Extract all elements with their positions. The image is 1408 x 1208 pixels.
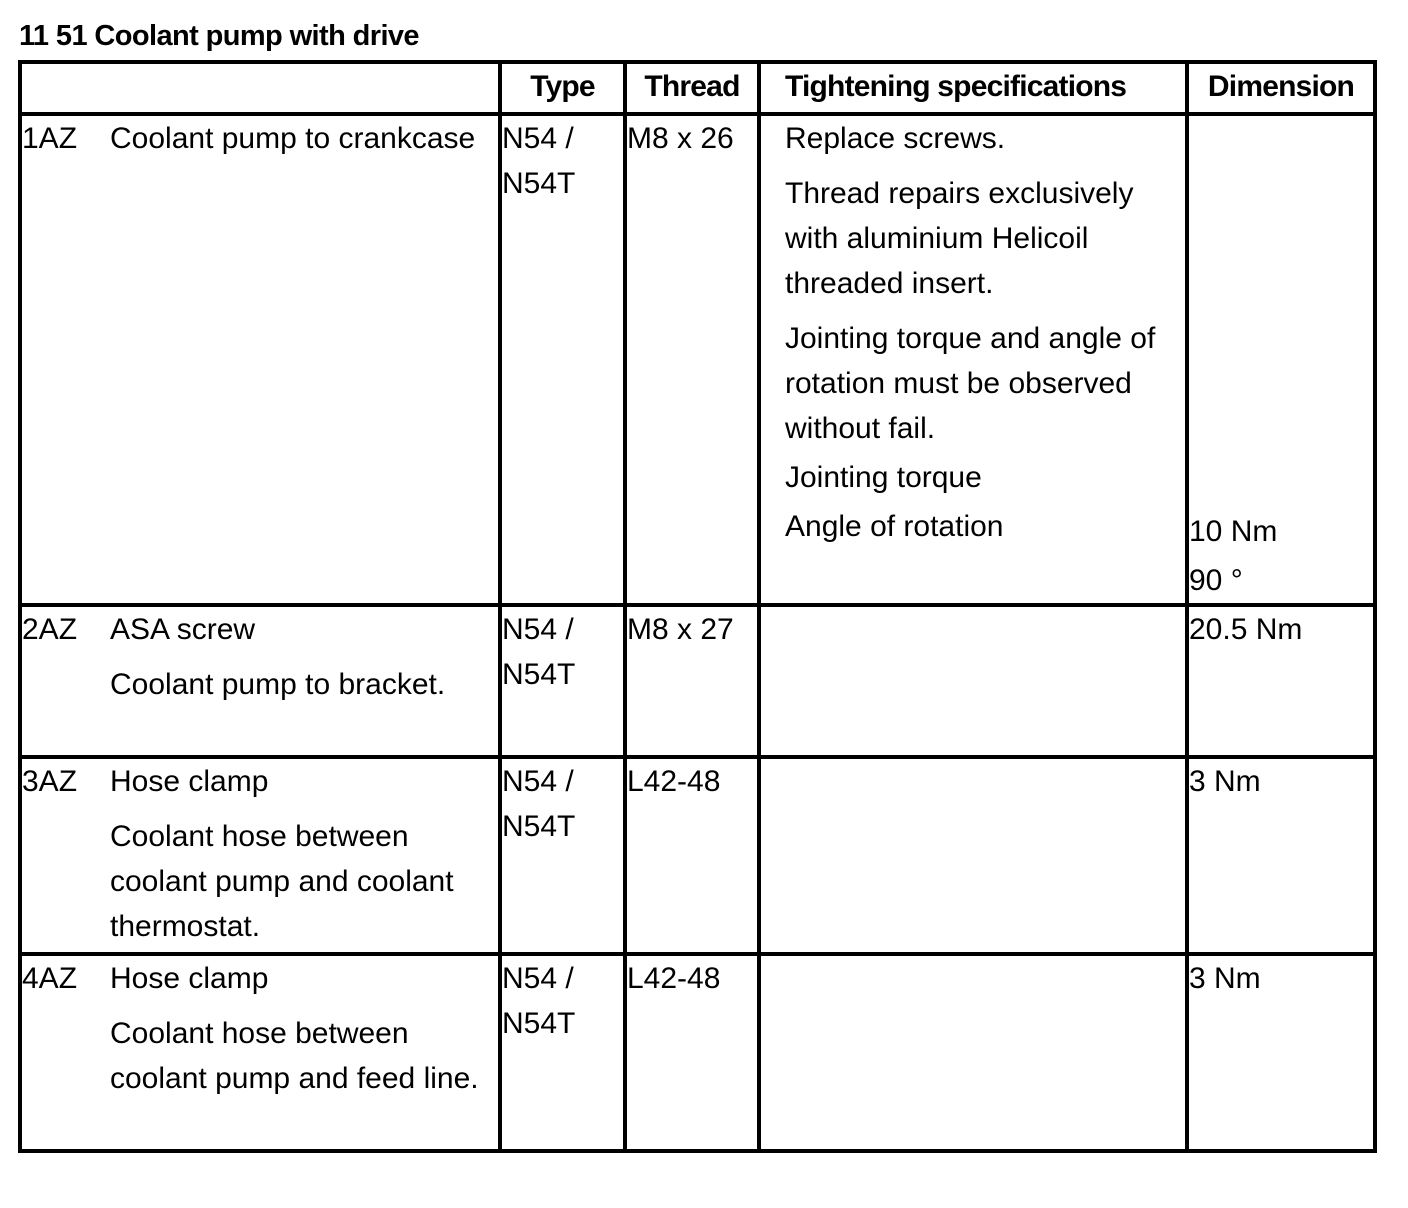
- header-thread: Thread: [625, 62, 759, 114]
- table-row: [20, 757, 1375, 954]
- item-number: 1AZ: [22, 122, 78, 155]
- spec-note: Jointing torque and angle of rotation must be observed without fail.: [785, 322, 1156, 445]
- item-number: 2AZ: [22, 613, 78, 646]
- dimension-cell: [1187, 757, 1375, 954]
- specs-cell: [759, 605, 1187, 757]
- dimension-cell: [1187, 114, 1375, 605]
- thread-cell: L42-48: [625, 757, 759, 954]
- item-number: 3AZ: [22, 765, 78, 798]
- item-description: Coolant hose between coolant pump and coolant thermostat.: [110, 820, 454, 943]
- dimension-value: 3 Nm: [1189, 765, 1261, 798]
- item-cell: [20, 757, 500, 954]
- thread-cell: M8 x 26: [625, 114, 759, 605]
- dimension-cell: [1187, 954, 1375, 1151]
- dimension-value: 3 Nm: [1189, 962, 1261, 995]
- specs-cell: [759, 114, 1187, 605]
- header-tightening-specifications: Tightening specifications: [759, 62, 1187, 114]
- item-description: Coolant hose between coolant pump and feed line.: [110, 1017, 479, 1095]
- spec-label-jointing-torque: Jointing torque: [785, 461, 982, 494]
- dimension-value: 10 Nm: [1189, 515, 1278, 548]
- item-cell: [20, 114, 500, 605]
- item-cell: [20, 954, 500, 1151]
- header-dimension: Dimension: [1187, 62, 1375, 114]
- item-description: ASA screw: [110, 613, 256, 646]
- table-row: [20, 605, 1375, 757]
- dimension-value: 90 °: [1189, 564, 1243, 597]
- table-header-row: [20, 62, 1375, 114]
- table-row: [20, 954, 1375, 1151]
- header-type: Type: [500, 62, 625, 114]
- page-title: 11 51 Coolant pump with drive: [19, 20, 419, 52]
- type-cell: N54 / N54T: [500, 605, 625, 757]
- item-description: Coolant pump to crankcase: [110, 122, 476, 155]
- type-cell: N54 / N54T: [500, 757, 625, 954]
- type-cell: N54 / N54T: [500, 954, 625, 1151]
- dimension-value: 20.5 Nm: [1189, 613, 1303, 646]
- table-row: [20, 114, 1375, 605]
- type-cell: N54 / N54T: [500, 114, 625, 605]
- specs-cell: [759, 954, 1187, 1151]
- thread-cell: L42-48: [625, 954, 759, 1151]
- spec-label-angle-of-rotation: Angle of rotation: [785, 510, 1004, 543]
- item-description: Coolant pump to bracket.: [110, 668, 446, 701]
- tightening-spec-table: [18, 60, 1377, 1153]
- spec-note: Thread repairs exclusively with aluminium Helicoil threaded insert.: [785, 177, 1134, 300]
- dimension-cell: [1187, 605, 1375, 757]
- item-number: 4AZ: [22, 962, 78, 995]
- specs-cell: [759, 757, 1187, 954]
- thread-cell: M8 x 27: [625, 605, 759, 757]
- header-item: [20, 62, 500, 114]
- item-description: Hose clamp: [110, 765, 269, 798]
- item-cell: [20, 605, 500, 757]
- spec-note: Replace screws.: [785, 122, 1006, 155]
- item-description: Hose clamp: [110, 962, 269, 995]
